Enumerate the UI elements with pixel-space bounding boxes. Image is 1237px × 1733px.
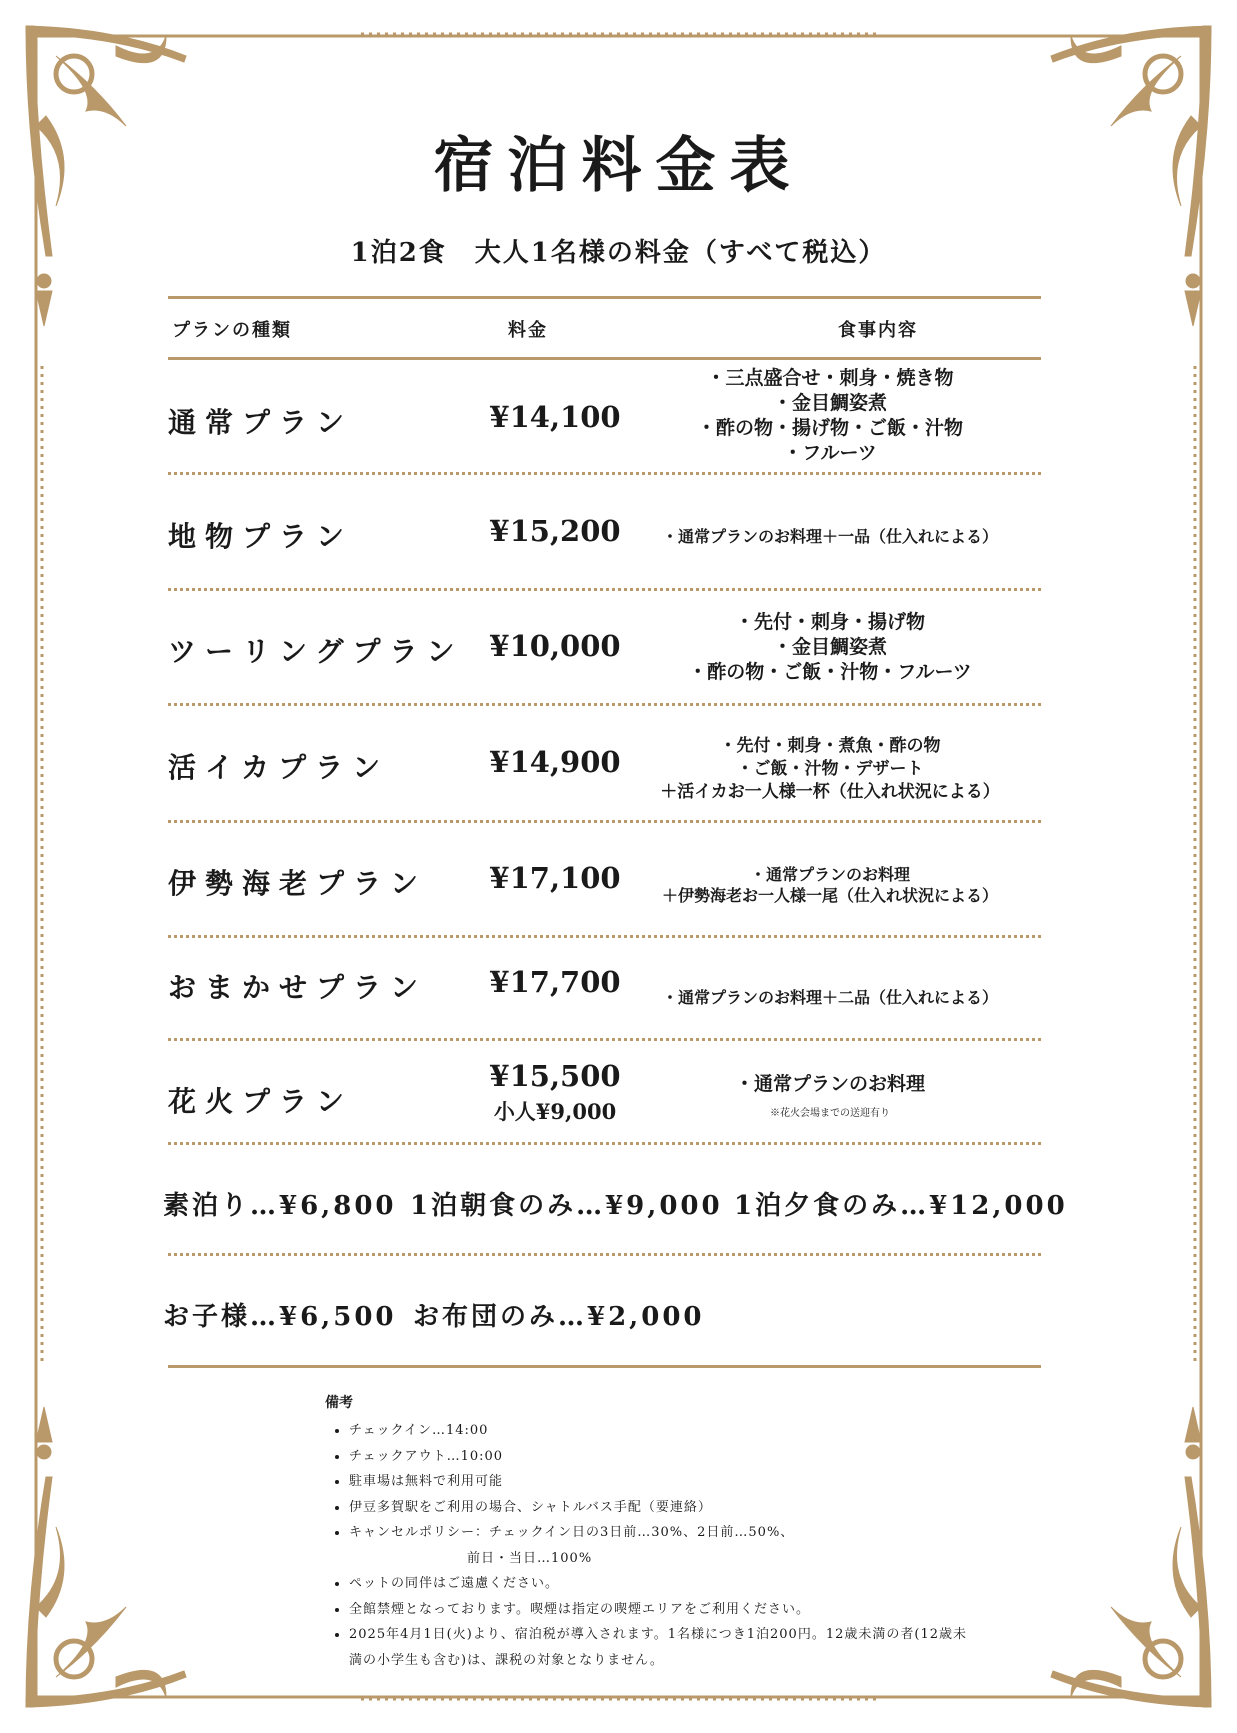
row-divider <box>168 588 1041 591</box>
list-item: • 2025年4月1日(火)より、宿泊税が導入されます。1名様につき1泊200円。12歳未満の者(12歳未満の小学生も含む)は、課税の対象となりません。 <box>349 1622 969 1673</box>
plan-price: ¥14,900 <box>489 745 621 779</box>
list-item: • チェックイン…14:00 <box>349 1418 969 1444</box>
list-item: • 伊豆多賀駅をご利用の場合、シャトルバス手配（要連絡） <box>349 1495 969 1521</box>
plan-name: 通常プラン <box>168 406 354 439</box>
plan-price: ¥17,700 <box>489 965 621 999</box>
plan-price: ¥10,000 <box>489 629 621 663</box>
plan-meal: ・通常プランのお料理 ＋伊勢海老お一人様一尾（仕入れ状況による） <box>661 865 998 905</box>
table-bottom-rule <box>168 1365 1041 1368</box>
plan-name: 花火プラン <box>168 1085 354 1118</box>
subtitle: 1泊2食 大人1名様の料金（すべて税込） <box>350 238 887 268</box>
plan-meal: ・先付・刺身・煮魚・酢の物 ・ご飯・汁物・デザート ＋活イカお一人様一杯（仕入れ状況による） <box>660 736 1000 802</box>
plan-name: 伊勢海老プラン <box>168 867 428 900</box>
page-title: 宿泊料金表 <box>433 131 804 201</box>
plan-meal: ・通常プランのお料理＋二品（仕入れによる） <box>661 988 998 1007</box>
plan-meal: ・通常プランのお料理 ※花火会場までの送迎有り <box>630 1072 1030 1126</box>
list-item: • ペットの同伴はご遠慮ください。 <box>349 1571 969 1597</box>
row-divider <box>168 1038 1041 1041</box>
extra-price: 素泊り…¥6,800 <box>163 1191 397 1221</box>
remarks-list <box>325 1418 969 1673</box>
plan-name: ツーリングプラン <box>168 635 464 668</box>
plan-name: 活イカプラン <box>168 751 390 784</box>
plan-price: ¥14,100 <box>489 400 621 434</box>
plan-price: ¥15,200 <box>489 514 621 548</box>
row-divider <box>168 1253 1041 1256</box>
plan-note: ※花火会場までの送迎有り <box>770 1108 890 1119</box>
corner-ornament-icon <box>1041 1397 1221 1717</box>
table-top-rule <box>168 296 1041 299</box>
list-item: • チェックアウト…10:00 <box>349 1444 969 1470</box>
row-divider <box>168 820 1041 823</box>
header-meal: 食事内容 <box>838 320 918 341</box>
header-bottom-rule <box>168 357 1041 360</box>
row-divider <box>168 703 1041 706</box>
plan-meal: ・先付・刺身・揚げ物 ・金目鯛姿煮 ・酢の物・ご飯・汁物・フルーツ <box>688 611 972 683</box>
list-item: • 全館禁煙となっております。喫煙は指定の喫煙エリアをご利用ください。 <box>349 1597 969 1623</box>
plan-name: おまかせプラン <box>168 971 428 1004</box>
extra-price: お子様…¥6,500 <box>163 1302 397 1332</box>
list-item: • キャンセルポリシー：チェックイン日の3日前…30%、2日前…50%、 前日・当日…100% <box>349 1520 969 1571</box>
remarks-title: 備考 <box>325 1395 353 1411</box>
list-item: • 駐車場は無料で利用可能 <box>349 1469 969 1495</box>
row-divider <box>168 472 1041 475</box>
plan-price: ¥15,500 <box>489 1059 621 1093</box>
header-plan: プランの種類 <box>172 320 292 341</box>
row-divider <box>168 935 1041 938</box>
plan-meal: ・三点盛合せ・刺身・焼き物 ・金目鯛姿煮 ・酢の物・揚げ物・ご飯・汁物 ・フルーツ <box>696 367 963 464</box>
extra-price: お布団のみ…¥2,000 <box>413 1302 705 1332</box>
plan-price-group <box>470 1058 640 1130</box>
plan-meal: ・通常プランのお料理＋一品（仕入れによる） <box>661 527 998 546</box>
plan-name: 地物プラン <box>168 520 354 553</box>
header-price: 料金 <box>508 320 548 341</box>
extra-price: 1泊朝食のみ…¥9,000 <box>410 1191 723 1221</box>
row-divider <box>168 1142 1041 1145</box>
corner-ornament-icon <box>16 1397 196 1717</box>
extra-price: 1泊夕食のみ…¥12,000 <box>734 1191 1068 1221</box>
child-price: 小人¥9,000 <box>493 1099 617 1124</box>
plan-price: ¥17,100 <box>489 861 621 895</box>
